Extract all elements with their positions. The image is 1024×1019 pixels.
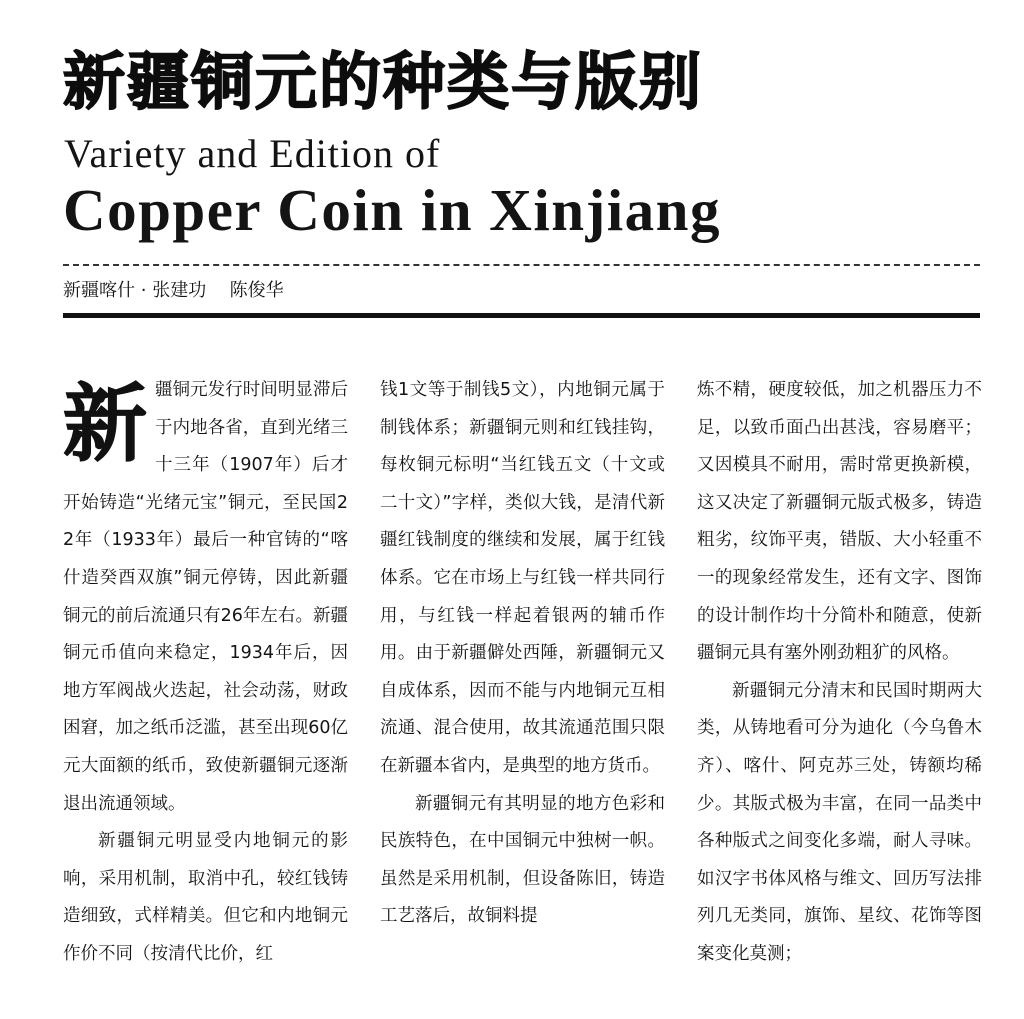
byline-author-2: 陈俊华 — [229, 280, 284, 301]
byline-place: 新疆喀什 — [63, 280, 135, 301]
byline-separator-dot: · — [140, 280, 147, 301]
byline-author-1: 张建功 — [152, 280, 207, 301]
paragraph-text: 疆铜元发行时间明显滞后于内地各省，直到光绪三十三年（1907年）后才开始铸造“光绪元宝”铜元，至民国22年（1933年）最后一种官铸的“喀什造癸酉双旗”铜元停铸，因此新疆铜元的前后流通只有26年左右。新疆铜元币值向来稳定，1934年后，因地方军阀战火迭起，社会动荡，财政困窘，加之纸币泛滥，甚至出现60亿元大面额的纸币，致使新疆铜元逐渐退出流通领域。 — [63, 380, 348, 814]
thick-divider — [63, 313, 980, 318]
paragraph: 钱1文等于制钱5文），内地铜元属于制钱体系；新疆铜元则和红钱挂钩，每枚铜元标明“当红钱五文（十文或二十文）”字样，类似大钱，是清代新疆红钱制度的继续和发展，属于红钱体系。它在市场上与红钱一样共同行用，与红钱一样起着银两的辅币作用。由于新疆僻处西陲，新疆铜元又自成体系，因而不能与内地铜元互相流通、混合使用，故其流通范围只限在新疆本省内，是典型的地方货币。 — [380, 380, 665, 776]
text-column-1 — [63, 372, 348, 974]
english-title-line-1: Variety and Edition of — [64, 131, 441, 176]
paragraph: 炼不精，硬度较低，加之机器压力不足，以致币面凸出甚浅，容易磨平；又因模具不耐用，需时常更换新模，这又决定了新疆铜元版式极多，铸造粗劣，纹饰平夷，错版、大小轻重不一的现象经常发生，还有文字、图饰的设计制作均十分简朴和随意，使新疆铜元具有塞外刚劲粗犷的风格。 — [697, 380, 982, 664]
byline — [63, 276, 284, 306]
dashed-divider — [63, 264, 980, 266]
text-column-3 — [697, 372, 982, 974]
paragraph: 新疆铜元明显受内地铜元的影响，采用机制，取消中孔，较红钱铸造细致，式样精美。但它和内地铜元作价不同（按清代比价，红 — [63, 831, 348, 964]
paragraph — [63, 372, 348, 823]
drop-cap: 新 — [63, 375, 148, 473]
paragraph: 新疆铜元有其明显的地方色彩和民族特色，在中国铜元中独树一帜。虽然是采用机制，但设备陈旧，铸造工艺落后，故铜料提 — [380, 793, 665, 927]
text-column-2 — [380, 372, 665, 936]
chinese-title: 新疆铜元的种类与版别 — [63, 45, 704, 118]
english-title-line-2: Copper Coin in Xinjiang — [63, 177, 721, 243]
paragraph: 新疆铜元分清末和民国时期两大类，从铸地看可分为迪化（今乌鲁木齐）、喀什、阿克苏三处，铸额均稀少。其版式极为丰富，在同一品类中各种版式之间变化多端，耐人寻味。如汉字书体风格与维文、回历写法排列几无类同，旗饰、星纹、花饰等图案变化莫测； — [697, 680, 982, 964]
